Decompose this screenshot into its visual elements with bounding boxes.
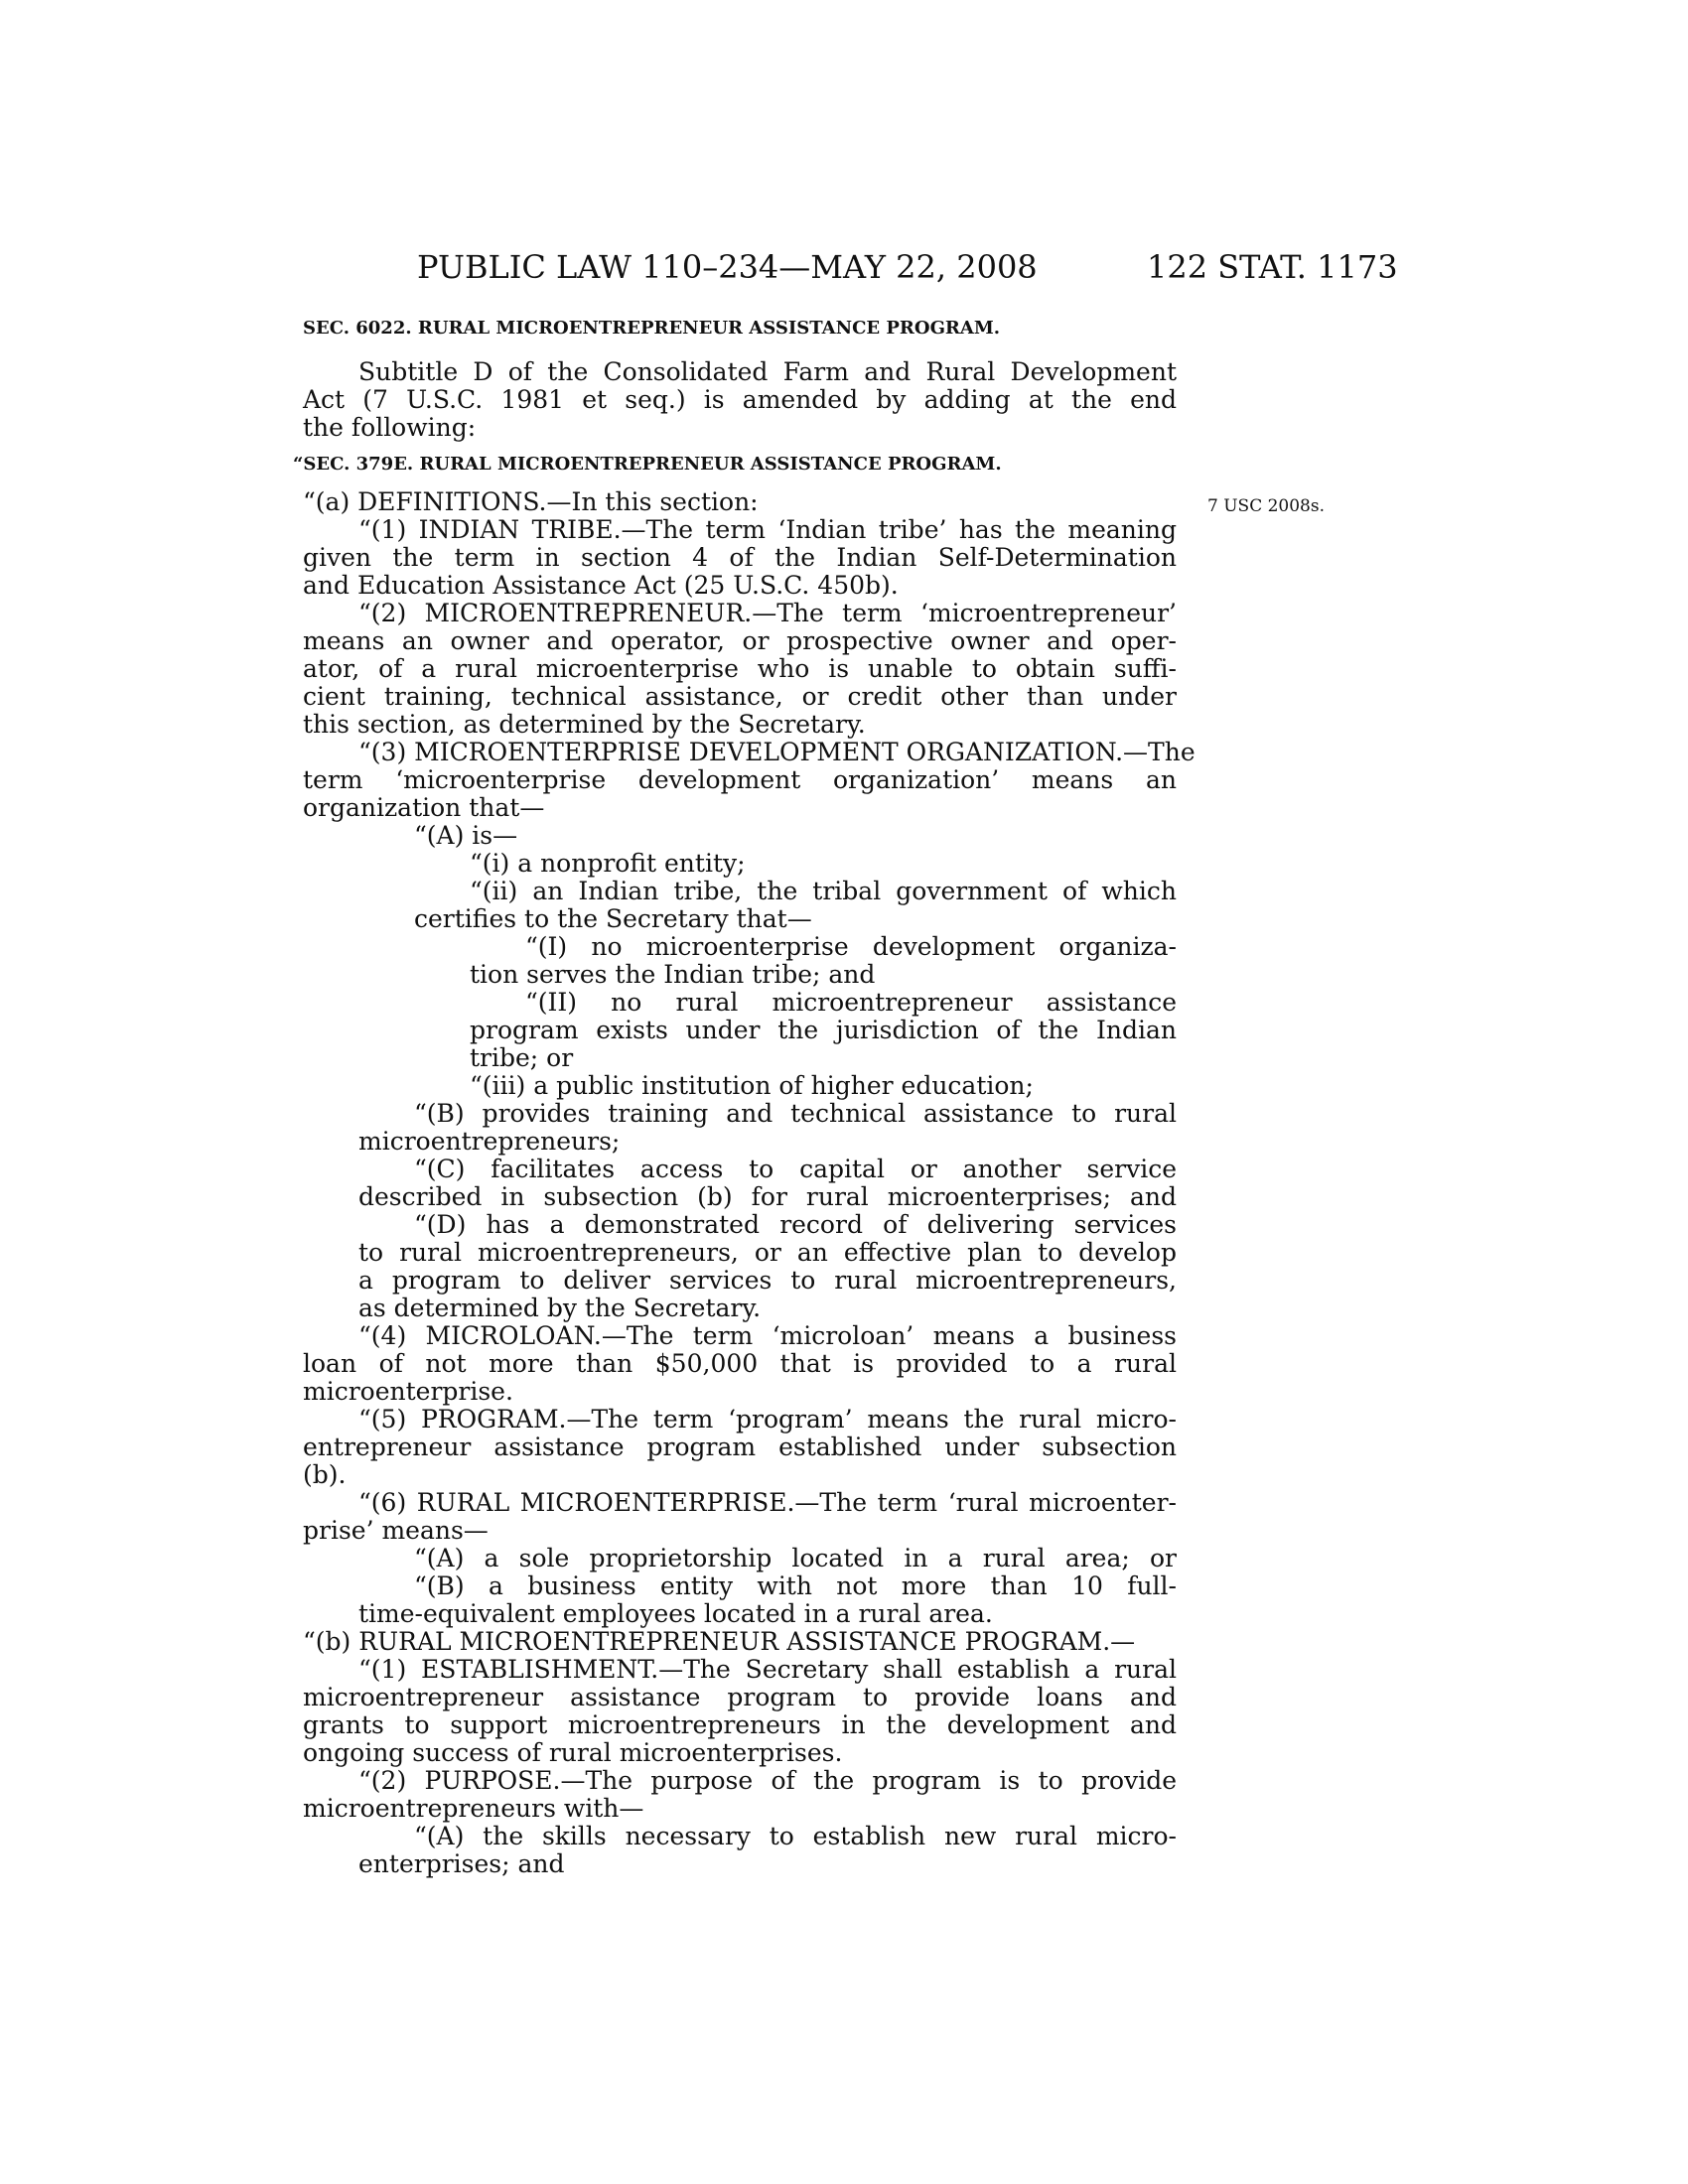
text-line: loan of not more than $50,000 that is provided to a rural (303, 1349, 1177, 1378)
running-head-title: PUBLIC LAW 110–234—MAY 22, 2008 (417, 248, 1038, 286)
text-line: “(I) no microenterprise development organiza- (525, 932, 1177, 961)
text-line: time-equivalent employees located in a rural area. (358, 1599, 993, 1628)
margin-citation-note: 7 USC 2008s. (1207, 496, 1325, 516)
text-line: microenterprise. (303, 1377, 513, 1406)
text-line: ator, of a rural microenterprise who is unable to obtain suffi- (303, 654, 1177, 683)
text-line: a program to deliver services to rural microentrepreneurs, (358, 1266, 1177, 1295)
text-line: described in subsection (b) for rural microenterprises; and (358, 1182, 1177, 1211)
text-line: term ‘microenterprise development organization’ means an (303, 765, 1177, 794)
text-line: program exists under the jurisdiction of the Indian (470, 1016, 1177, 1044)
text-line: to rural microentrepreneurs, or an effective plan to develop (358, 1238, 1177, 1267)
inserted-section-heading: “SEC. 379E. RURAL MICROENTREPRENEUR ASSISTANCE PROGRAM. (293, 454, 1002, 475)
text-line: certifies to the Secretary that— (414, 904, 812, 933)
intro-line: Act (7 U.S.C. 1981 et seq.) is amended by adding at the end (303, 385, 1177, 414)
text-line: “(a) DEFINITIONS.—In this section: (303, 487, 759, 516)
text-line: prise’ means— (303, 1516, 489, 1545)
text-line: given the term in section 4 of the Indian Self-Determination (303, 543, 1177, 572)
text-line: “(3) MICROENTERPRISE DEVELOPMENT ORGANIZATION.—The (358, 738, 1196, 766)
intro-line: the following: (303, 413, 477, 442)
statute-page-number: 122 STAT. 1173 (1147, 248, 1398, 286)
text-line: microentrepreneurs with— (303, 1794, 644, 1823)
text-line: this section, as determined by the Secretary. (303, 710, 866, 739)
page-header (0, 248, 1688, 288)
amendment-text (303, 487, 1196, 1878)
text-line: ongoing success of rural microenterprises. (303, 1738, 843, 1767)
text-line: “(ii) an Indian tribe, the tribal government of which (470, 877, 1177, 905)
text-line: “(4) MICROLOAN.—The term ‘microloan’ means a business (358, 1321, 1177, 1350)
text-line: grants to support microentrepreneurs in the development and (303, 1710, 1177, 1739)
text-line: “(1) ESTABLISHMENT.—The Secretary shall establish a rural (358, 1655, 1177, 1684)
text-line: means an owner and operator, or prospective owner and oper- (303, 626, 1177, 655)
text-line: “(D) has a demonstrated record of delivering services (414, 1210, 1177, 1239)
document-body (293, 318, 1196, 1878)
text-line: “(B) provides training and technical assistance to rural (414, 1099, 1177, 1128)
intro-line: Subtitle D of the Consolidated Farm and Rural Development (358, 357, 1177, 386)
text-line: (b). (303, 1460, 347, 1489)
text-line: “(II) no rural microentrepreneur assistance (525, 988, 1177, 1017)
text-line: “(A) the skills necessary to establish new rural micro- (414, 1822, 1177, 1850)
text-line: “(A) is— (414, 821, 518, 850)
section-heading: SEC. 6022. RURAL MICROENTREPRENEUR ASSISTANCE PROGRAM. (303, 318, 1001, 339)
text-line: “(1) INDIAN TRIBE.—The term ‘Indian tribe’ has the meaning (358, 515, 1177, 544)
text-line: “(2) PURPOSE.—The purpose of the program is to provide (358, 1766, 1177, 1795)
text-line: “(B) a business entity with not more than 10 full- (414, 1571, 1177, 1600)
text-line: tribe; or (470, 1043, 574, 1072)
text-line: “(5) PROGRAM.—The term ‘program’ means the rural micro- (358, 1405, 1177, 1433)
text-line: “(C) facilitates access to capital or another service (414, 1155, 1177, 1183)
text-line: “(i) a nonprofit entity; (470, 849, 746, 878)
text-line: “(2) MICROENTREPRENEUR.—The term ‘microentrepreneur’ (358, 599, 1177, 627)
text-line: “(iii) a public institution of higher education; (470, 1071, 1034, 1100)
text-line: cient training, technical assistance, or credit other than under (303, 682, 1177, 711)
text-line: microentrepreneurs; (358, 1127, 621, 1156)
text-line: microentrepreneur assistance program to provide loans and (303, 1683, 1177, 1711)
text-line: and Education Assistance Act (25 U.S.C. 450b). (303, 571, 899, 600)
text-line: “(6) RURAL MICROENTERPRISE.—The term ‘rural microenter- (358, 1488, 1177, 1517)
text-line: as determined by the Secretary. (358, 1294, 762, 1322)
text-line: organization that— (303, 793, 545, 822)
text-line: entrepreneur assistance program established under subsection (303, 1433, 1177, 1461)
text-line: enterprises; and (358, 1849, 565, 1878)
text-line: “(b) RURAL MICROENTREPRENEUR ASSISTANCE PROGRAM.— (303, 1627, 1136, 1656)
text-line: tion serves the Indian tribe; and (470, 960, 876, 989)
text-line: “(A) a sole proprietorship located in a rural area; or (414, 1544, 1177, 1572)
